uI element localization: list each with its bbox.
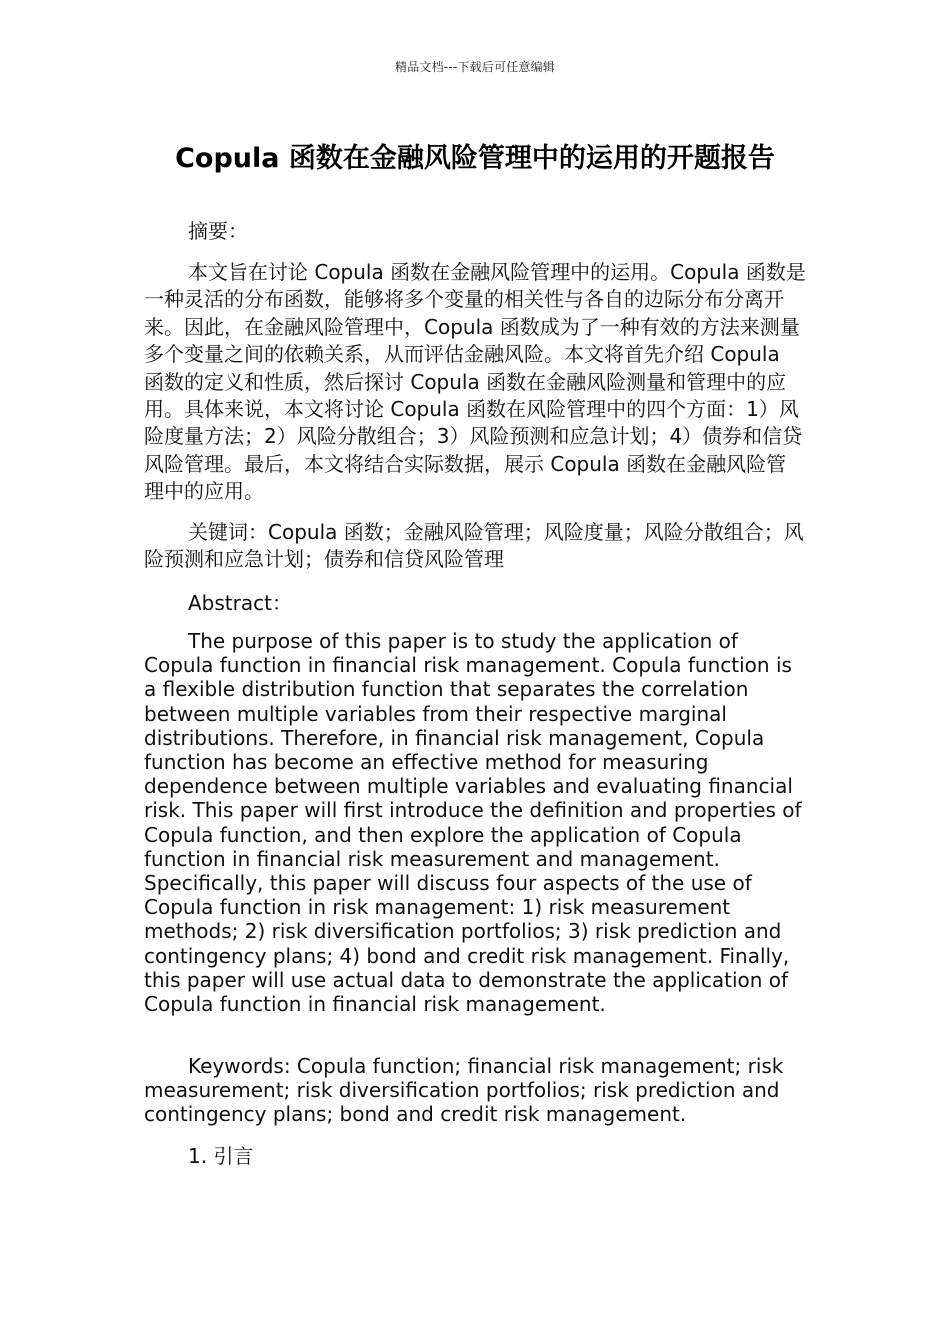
- zh-keywords-paragraph: 关键词：Copula 函数；金融风险管理；风险度量；风险分散组合；风险预测和应急计划；债券和信贷风险管理: [144, 520, 804, 572]
- page-title: Copula 函数在金融风险管理中的运用的开题报告: [175, 143, 775, 174]
- en-keywords-paragraph: Keywords: Copula function; financial risk management; risk measurement; risk diversification portfolios; risk prediction and contingency plans; bond and credit risk management.: [144, 1054, 784, 1127]
- zh-abstract-paragraph: 本文旨在讨论 Copula 函数在金融风险管理中的运用。Copula 函数是一种灵活的分布函数，能够将多个变量的相关性与各自的边际分布分离开来。因此，在金融风险管理中，Copula 函数成为了一种有效的方法来测量多个变量之间的依赖关系，从而评估金融风险。本文将首先介绍 Copula 函数的定义和性质，然后探讨 Copula 函数在金融风险测量和管理中的应用。具体来说，本文将讨论 Copula 函数在风险管理中的四个方面：1）风险度量方法；2）风险分散组合；3）风险预测和应急计划；4）债券和信贷风险管理。最后，本文将结合实际数据，展示 Copula 函数在金融风险管理中的应用。: [144, 260, 806, 504]
- en-abstract-label: Abstract：: [188, 591, 292, 615]
- en-abstract-paragraph: The purpose of this paper is to study the application of Copula function in financial risk management. Copula function is a flexible distribution function that separates the correlation between multiple variables from their respective marginal distributions. Therefore, in financial risk management, Copula function has become an effective method for measuring dependence between multiple variables and evaluating financial risk. This paper will first introduce the definition and properties of Copula function, and then explore the application of Copula function in financial risk measurement and management. Specifically, this paper will discuss four aspects of the use of Copula function in risk management: 1) risk measurement methods; 2) risk diversification portfolios; 3) risk prediction and contingency plans; 4) bond and credit risk management. Finally, this paper will use actual data to demonstrate the application of Copula function in financial risk management.: [144, 629, 802, 1017]
- section-heading-introduction: 1. 引言: [188, 1144, 254, 1168]
- zh-abstract-label: 摘要：: [188, 219, 248, 243]
- header-note: 精品文档---下载后可任意编辑: [395, 60, 555, 74]
